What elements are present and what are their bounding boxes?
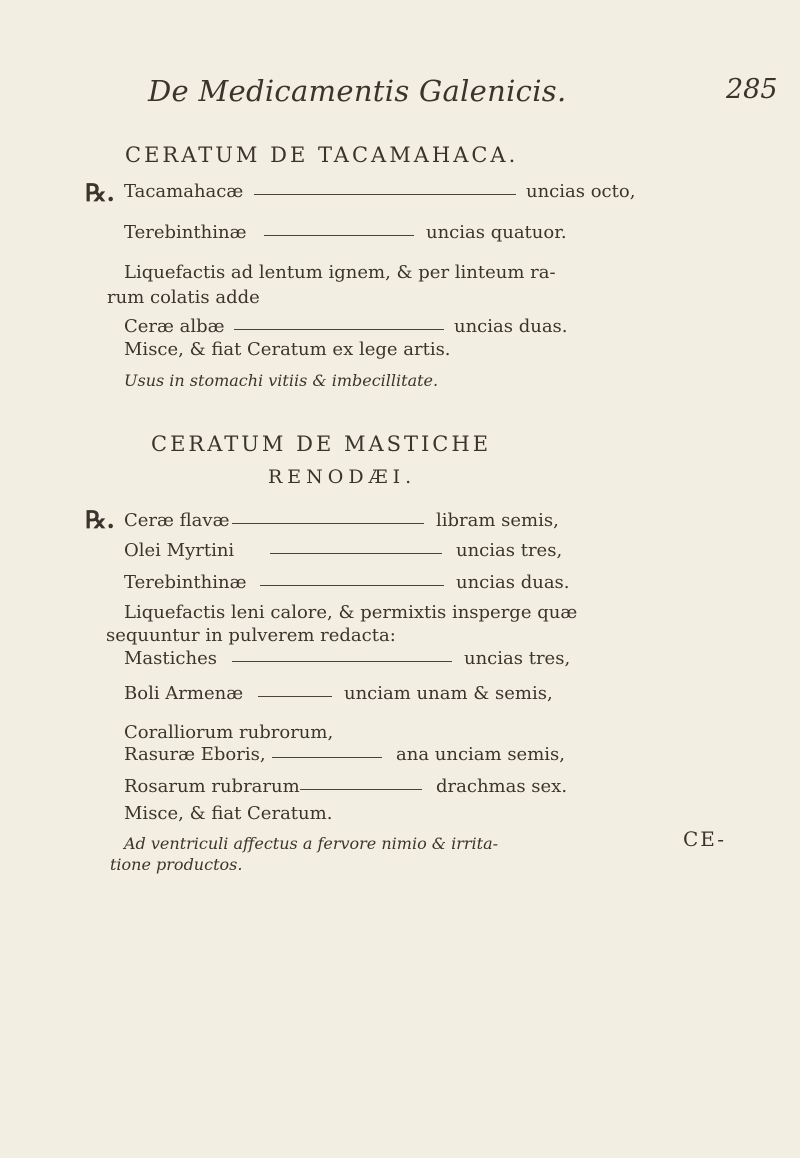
- page-number: 285: [726, 74, 778, 105]
- ingredient-name: Tacamahacæ: [124, 181, 244, 202]
- instruction-line: sequuntur in pulverem redacta:: [106, 625, 396, 646]
- ingredient-amount: uncias octo,: [526, 181, 636, 202]
- ingredient-row: [124, 510, 724, 538]
- ingredient-amount: libram semis,: [436, 510, 559, 531]
- ingredient-amount: unciam unam & semis,: [344, 683, 553, 704]
- ingredient-name: Boli Armenæ: [124, 683, 244, 704]
- closing-line: Misce, & fiat Ceratum.: [124, 803, 333, 824]
- instruction-line: rum colatis adde: [107, 287, 260, 308]
- ingredient-amount: uncias quatuor.: [426, 222, 567, 243]
- usage-note: Ad ventriculi affectus a fervore nimio & irrita-: [124, 834, 499, 853]
- recipe-sign: ℞.: [85, 178, 115, 207]
- usage-note: Usus in stomachi vitiis & imbecillitate.: [124, 371, 439, 390]
- ingredient-name: Ceræ albæ: [124, 316, 225, 337]
- ingredient-row: [124, 744, 724, 772]
- ingredient-row: [124, 572, 724, 600]
- ingredient-amount: uncias tres,: [456, 540, 563, 561]
- instruction-line: Liquefactis leni calore, & permixtis insperge quæ: [124, 602, 578, 623]
- ingredient-row: [124, 222, 724, 250]
- catchword: CE-: [683, 827, 727, 851]
- ingredient-row: [124, 776, 724, 804]
- section-title-tacamahaca: CERATUM DE TACAMAHACA.: [125, 143, 519, 167]
- ingredient-amount: drachmas sex.: [436, 776, 568, 797]
- ingredient-name: Ceræ flavæ: [124, 510, 230, 531]
- ingredient-name: Terebinthinæ: [124, 222, 247, 243]
- closing-line: Misce, & fiat Ceratum ex lege artis.: [124, 339, 451, 360]
- ingredient-name: Olei Myrtini: [124, 540, 235, 561]
- ingredient-name: Rasuræ Eboris,: [124, 744, 266, 765]
- running-header: De Medicamentis Galenicis.: [148, 74, 567, 108]
- ingredient-row: [124, 181, 724, 209]
- ingredient-name: Coralliorum rubrorum,: [124, 722, 334, 743]
- section-title-masticha: CERATUM DE MASTICHE: [151, 432, 492, 456]
- ingredient-amount: uncias duas.: [454, 316, 568, 337]
- ingredient-name: Rosarum rubrarum: [124, 776, 300, 797]
- recipe-sign: ℞.: [85, 505, 115, 534]
- ingredient-amount: uncias tres,: [464, 648, 571, 669]
- ingredient-row: [124, 683, 724, 711]
- section-subtitle: RENODÆI.: [268, 466, 417, 488]
- ingredient-amount: ana unciam semis,: [396, 744, 565, 765]
- ingredient-name: Mastiches: [124, 648, 217, 669]
- ingredient-amount: uncias duas.: [456, 572, 570, 593]
- ingredient-row: [124, 648, 724, 676]
- usage-note: tione productos.: [110, 855, 243, 874]
- ingredient-name: Terebinthinæ: [124, 572, 247, 593]
- instruction-line: Liquefactis ad lentum ignem, & per linteum ra-: [124, 262, 556, 283]
- ingredient-row: [124, 540, 724, 568]
